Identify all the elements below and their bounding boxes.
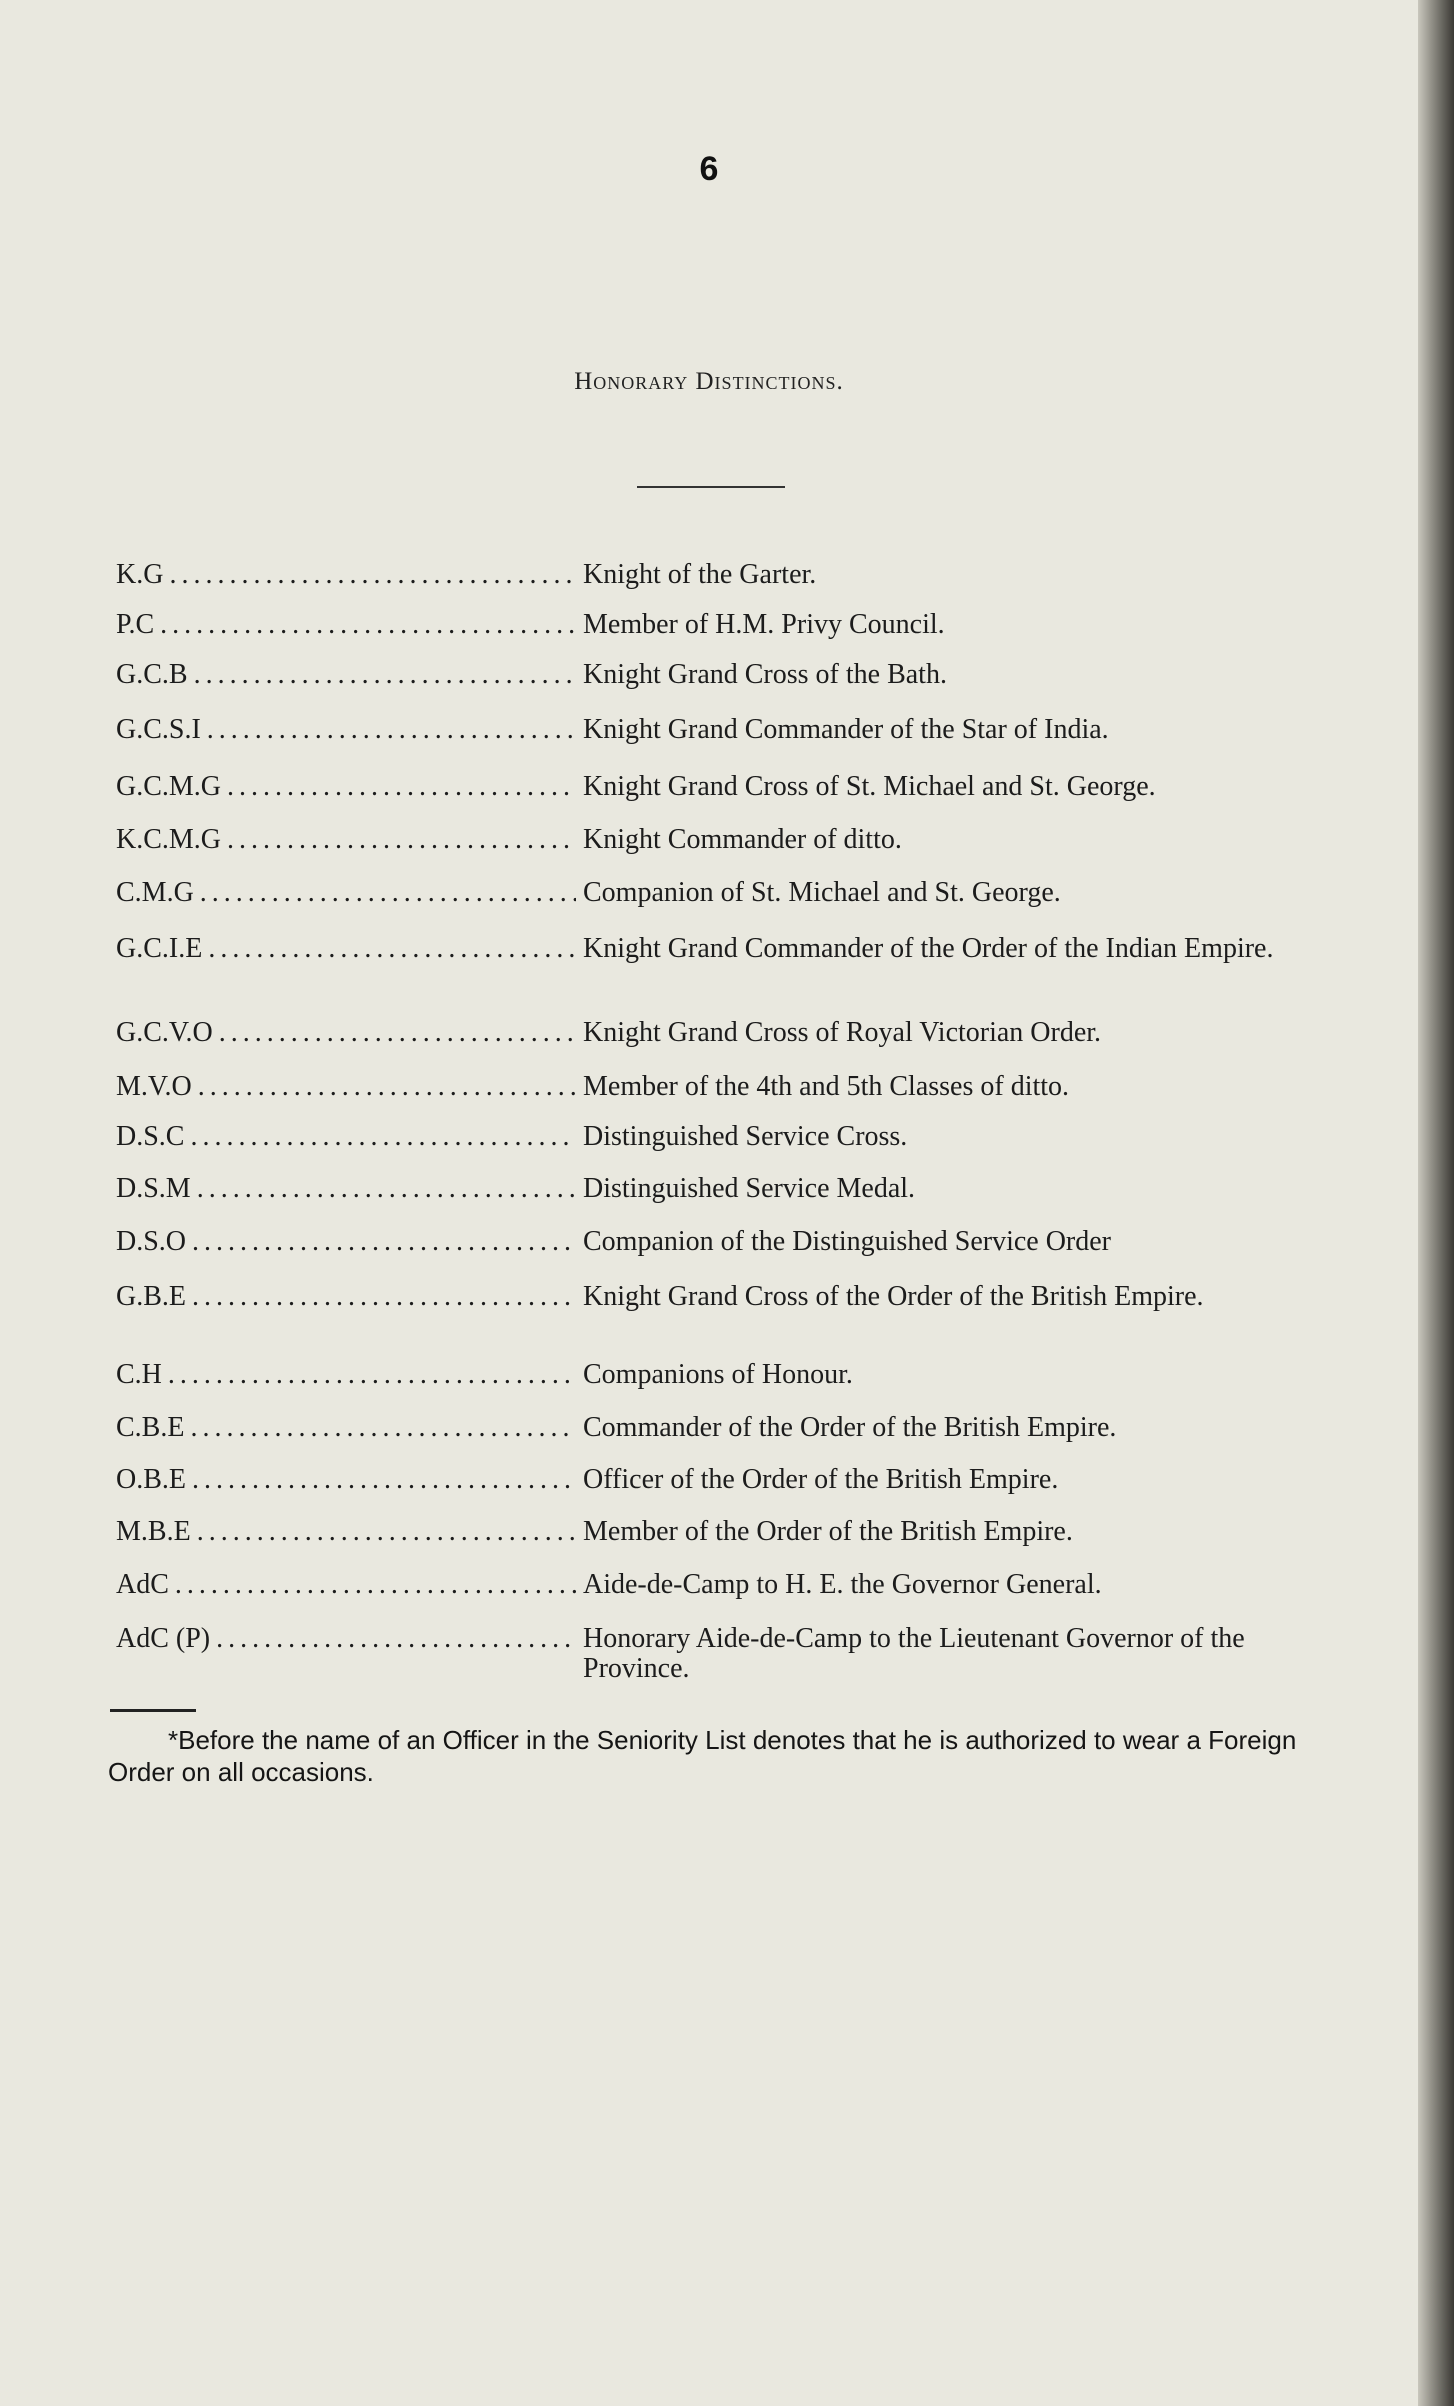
entry-meaning: Distinguished Service Medal. — [583, 1173, 916, 1204]
entry-abbreviation: G.C.I.E . . . — [116, 934, 576, 964]
entry-meaning: Knight Grand Commander of the Star of India. — [583, 714, 1109, 745]
entry-abbreviation: C.H . . . — [116, 1360, 576, 1390]
entry-abbreviation: G.C.M.G . . . — [116, 772, 576, 802]
entry-meaning: Member of the Order of the British Empire. — [583, 1516, 1073, 1547]
bleed-through-text — [450, 258, 467, 309]
entry-meaning: Knight Grand Cross of the Bath. — [583, 659, 947, 690]
entry-abbreviation: G.B.E . . . — [116, 1282, 576, 1312]
entry-meaning: Member of H.M. Privy Council. — [583, 609, 945, 640]
entry-meaning: Honorary Aide-de-Camp to the Lieutenant Governor of the Province. — [583, 1623, 1245, 1684]
entry-meaning: Officer of the Order of the British Empire. — [583, 1464, 1059, 1495]
entry-abbreviation: M.V.O . . . — [116, 1072, 576, 1102]
entry-meaning: Knight Grand Cross of St. Michael and St. George. — [583, 771, 1156, 802]
entry-meaning: Member of the 4th and 5th Classes of ditto. — [583, 1071, 1070, 1102]
entry-meaning: Companion of St. Michael and St. George. — [583, 877, 1061, 908]
entry-abbreviation: C.B.E . . . — [116, 1413, 576, 1443]
entry-abbreviation: G.C.B . . . — [116, 660, 576, 690]
entry-meaning: Aide-de-Camp to H. E. the Governor General. — [583, 1569, 1102, 1600]
page-number: 6 — [699, 150, 719, 188]
entry-abbreviation: AdC (P) . . . — [116, 1624, 576, 1654]
entry-abbreviation: K.C.M.G . . . — [116, 825, 576, 855]
footnote-rule — [110, 1709, 196, 1712]
entry-abbreviation: M.B.E . . . — [116, 1517, 576, 1547]
entry-abbreviation: D.S.M . . . — [116, 1174, 576, 1204]
entry-meaning: Commander of the Order of the British Empire. — [583, 1412, 1117, 1443]
entry-meaning: Knight Grand Cross of the Order of the British Empire. — [583, 1281, 1204, 1312]
entry-abbreviation: K.G . . . — [116, 560, 576, 590]
entry-abbreviation: O.B.E . . . — [116, 1465, 576, 1495]
book-page-edge — [1418, 0, 1454, 2406]
footnote: *Before the name of an Officer in the Seniority List denotes that he is authorized to wear a Foreign Order on all occasions. — [108, 1725, 1297, 1787]
entry-abbreviation: D.S.C . . . — [116, 1122, 576, 1152]
entry-meaning: Knight Grand Commander of the Order of the Indian Empire. — [583, 933, 1274, 964]
heading-rule — [637, 486, 785, 488]
entry-meaning: Companion of the Distinguished Service Order — [583, 1226, 1112, 1257]
entry-abbreviation: G.C.V.O . . . — [116, 1018, 576, 1048]
entry-meaning: Knight Commander of ditto. — [583, 824, 902, 855]
entry-meaning: Distinguished Service Cross. — [583, 1121, 908, 1152]
entry-meaning: Companions of Honour. — [583, 1359, 853, 1390]
entry-abbreviation: C.M.G . . . — [116, 878, 576, 908]
section-heading: Honorary Distinctions. — [574, 368, 844, 395]
entry-meaning: Knight of the Garter. — [583, 559, 817, 590]
entry-abbreviation: P.C . . . — [116, 610, 576, 640]
entry-abbreviation: D.S.O . . . — [116, 1227, 576, 1257]
entry-abbreviation: AdC . . . — [116, 1570, 576, 1600]
entry-meaning: Knight Grand Cross of Royal Victorian Order. — [583, 1017, 1102, 1048]
entry-abbreviation: G.C.S.I . . . — [116, 715, 576, 745]
